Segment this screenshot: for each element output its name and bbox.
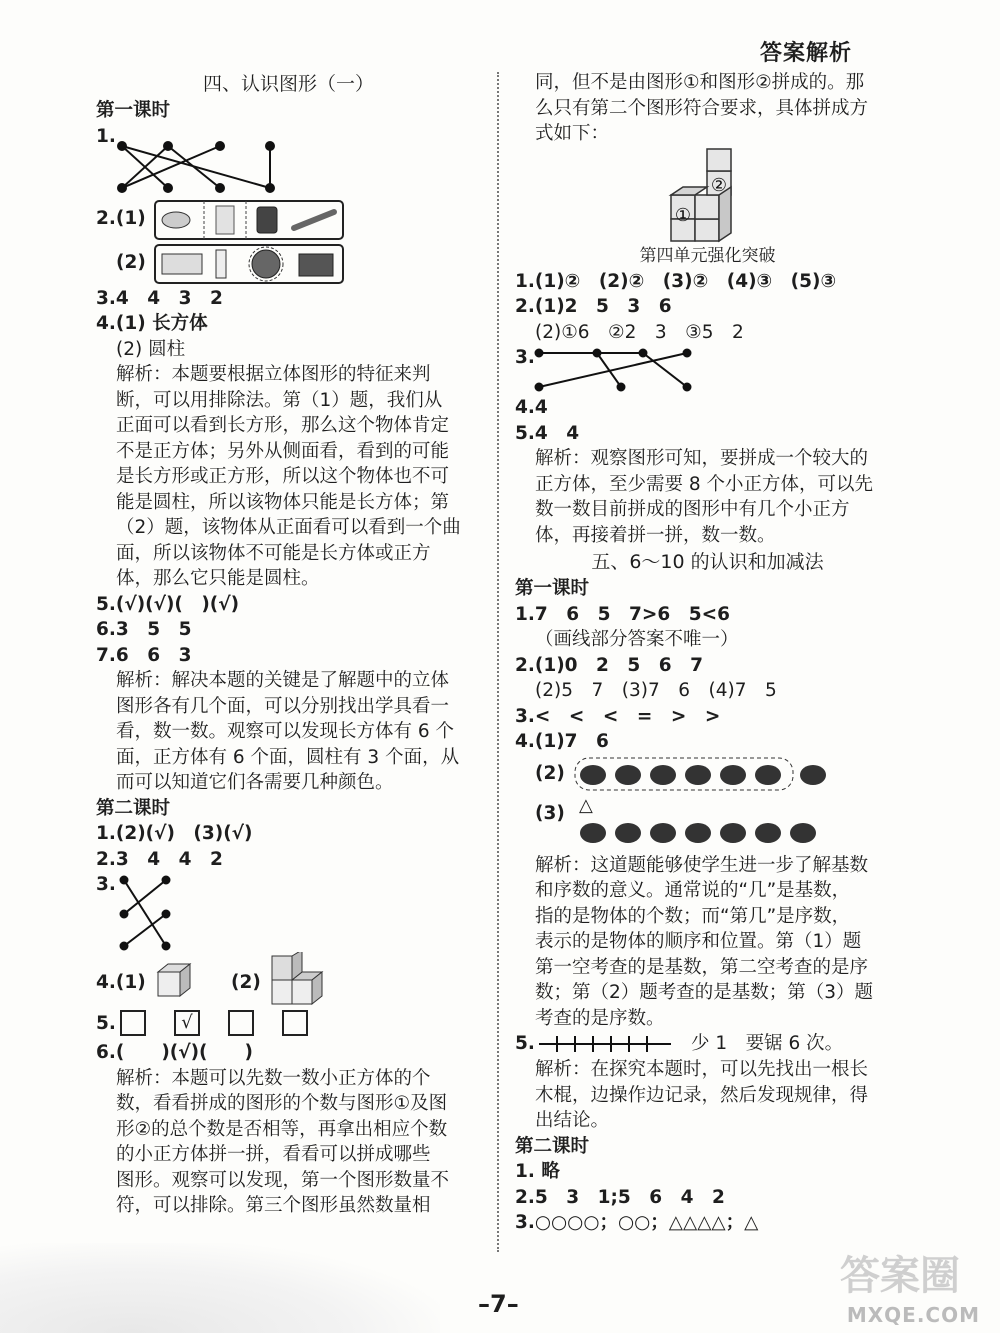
l2-q6-analysis — [96, 1066, 481, 1219]
lesson-2-heading: 第二课时 — [96, 797, 171, 819]
s5-q4-analysis — [515, 853, 900, 1032]
analysis-line: 考查的是序数。 — [535, 1007, 665, 1029]
q7-analysis — [96, 668, 481, 796]
dolphin-icon — [685, 823, 711, 843]
block-icon — [299, 254, 333, 276]
ball-icon — [252, 250, 280, 278]
u-q3-dot — [684, 384, 691, 391]
analysis-line: 木棍，边操作边记录，然后发现规律，得 — [535, 1084, 869, 1106]
s5-q5-analysis — [515, 1057, 900, 1134]
u-q3-dot — [640, 350, 647, 357]
q1-dot — [164, 142, 172, 150]
l2-q3-line — [124, 880, 166, 946]
q4-1-answer: 4.(1) 长方体 — [96, 313, 208, 334]
q2-1-figure — [96, 198, 481, 242]
q1-dot — [216, 142, 224, 150]
analysis-line: 解析：解决本题的关键是了解题中的立体 — [116, 670, 450, 691]
column-divider — [497, 72, 499, 1252]
q2-2-figure — [96, 242, 481, 286]
u-q4-answer: 4.4 — [515, 397, 548, 418]
dolphin-icon — [650, 765, 676, 785]
dolphin-icon — [615, 765, 641, 785]
s5-q2-1-answer: 2.(1)0 2 5 6 7 — [515, 654, 704, 676]
q1-lines-svg — [116, 124, 316, 198]
l2-q3-dot — [163, 943, 170, 950]
s5-q1-answer: 1.7 6 5 7>6 5<6 — [515, 603, 731, 625]
u-q5-answer: 5.4 4 — [515, 422, 580, 444]
dolphins-row-3 — [573, 813, 843, 853]
s5-q5-row — [515, 1031, 900, 1057]
analysis-line: 数，看看拼成的图形的个数与图形①及图 — [116, 1093, 448, 1114]
s5-q4-3-figure — [515, 795, 900, 853]
u-q3-dot — [536, 350, 543, 357]
analysis-line: 图形各有几个面，可以分别找出学具看一 — [116, 695, 450, 717]
s5-q5-label: 5. — [515, 1033, 535, 1054]
saw-marks-svg — [537, 1033, 677, 1055]
analysis-line: 的小正方体拼一拼，看看可以拼成哪些 — [116, 1144, 431, 1165]
analysis-line: 出结论。 — [535, 1110, 610, 1131]
s5-q1-note: （画线部分答案不唯一） — [535, 629, 739, 650]
cube-assembly-figure — [515, 147, 900, 243]
s5-l2-q2-answer: 2.5 3 1;5 6 4 2 — [515, 1186, 725, 1208]
dolphin-icon — [790, 823, 816, 843]
analysis-line: 数；第（2）题考查的是基数；第（3）题 — [535, 982, 874, 1003]
cube-icon — [154, 962, 194, 998]
l2-q3-dot — [121, 911, 128, 918]
glass-icon — [216, 206, 234, 234]
cube-assembly-svg — [665, 147, 755, 243]
analysis-line: 图形。观察可以发现，第一个图形数量不 — [116, 1169, 450, 1191]
l2-q5-label: 5. — [96, 1013, 116, 1034]
q1-line — [168, 146, 220, 188]
s5-lesson-1-heading: 第一课时 — [515, 578, 590, 599]
s5-q4-2-figure — [515, 755, 900, 795]
dolphins-row-2 — [573, 755, 843, 795]
analysis-line: 和序数的意义。通常说的“几”是基数， — [535, 880, 851, 901]
stacked-cubes-icon — [268, 952, 338, 1008]
u-q3-figure — [515, 345, 900, 395]
q1-dot — [118, 142, 126, 150]
s5-lesson-2-heading: 第二课时 — [515, 1135, 590, 1157]
q7-answer: 7.6 6 3 — [96, 644, 192, 666]
analysis-line: 正方体，至少需要 8 个小正方体，可以先 — [535, 473, 874, 495]
analysis-line: 而可以知道它们各需要几种颜色。 — [116, 772, 394, 793]
watermark-logo: 答案圈 — [840, 1253, 960, 1299]
dolphin-icon — [685, 765, 711, 785]
dolphin-icon — [615, 823, 641, 843]
l2-q3-label: 3. — [96, 874, 116, 895]
checkbox-checked: √ — [174, 1010, 200, 1036]
checkbox-empty — [120, 1010, 146, 1036]
u-q2-2-answer: (2)①6 ②2 3 ③5 2 — [535, 321, 744, 343]
analysis-line: 体，那么它只能是圆柱。 — [116, 568, 320, 589]
q1-line — [122, 146, 220, 188]
s5-q4-3-label: (3) — [535, 802, 565, 824]
s5-q4-1-answer: 4.(1)7 6 — [515, 731, 609, 752]
checkbox-empty — [282, 1010, 308, 1036]
q1-label: 1. — [96, 125, 116, 147]
continued-analysis — [515, 70, 900, 147]
l2-q3-lines-svg — [118, 874, 188, 954]
q2-2-shapes-svg — [154, 244, 344, 284]
section-title-5: 五、6～10 的认识和加减法 — [591, 551, 824, 573]
right-column — [515, 70, 900, 1236]
l2-q3-line — [124, 914, 166, 946]
dolphin-icon — [720, 823, 746, 843]
s5-l2-q3-answer: 3.○○○○；○○；△△△△；△ — [515, 1212, 759, 1233]
dolphin-icon — [755, 765, 781, 785]
l2-q3-figure — [96, 872, 481, 952]
l2-q3-dot — [121, 943, 128, 950]
u-q1-answer: 1.(1)② (2)② (3)② (4)③ (5)③ — [515, 270, 837, 292]
analysis-line: 么只有第二个图形符合要求，具体拼成方 — [535, 97, 869, 119]
q6-answer: 6.3 5 5 — [96, 619, 192, 640]
u-q3-dot — [594, 350, 601, 357]
q2-1-shapes-svg — [154, 200, 344, 240]
l2-q6-answer: 6.( )(√)( ) — [96, 1042, 253, 1063]
q1-matching-figure — [96, 124, 481, 198]
analysis-line: 面，所以该物体不可能是长方体或正方 — [116, 542, 431, 564]
dolphin-icon — [755, 823, 781, 843]
l2-q5-figure — [96, 1008, 481, 1040]
analysis-line: 不是正方体；另外从侧面看，看到的可能 — [116, 440, 450, 462]
dolphin-icon — [580, 823, 606, 843]
u-q5-analysis — [515, 446, 900, 548]
s5-q3-answer: 3.< < < = > > — [515, 705, 721, 727]
fig-label-1: ① — [674, 204, 692, 226]
lesson-1-heading: 第一课时 — [96, 100, 171, 121]
unit4-title: 第四单元强化突破 — [639, 245, 776, 266]
u-q2-1-answer: 2.(1)2 5 3 6 — [515, 296, 672, 317]
board-icon — [216, 250, 226, 278]
l2-q3-line — [124, 880, 166, 914]
u-q3-dot — [618, 384, 625, 391]
analysis-line: 解析：在探究本题时，可以先找出一根长 — [535, 1059, 869, 1080]
q4-analysis — [96, 362, 481, 592]
analysis-line: 能是圆柱，所以该物体只能是长方体；第 — [116, 491, 450, 513]
q1-dot — [266, 184, 274, 192]
decorative-corner — [0, 1243, 440, 1333]
analysis-line: 正面可以看到长方形，那么这个物体肯定 — [116, 415, 450, 436]
l2-q3-dot — [163, 877, 170, 884]
triangle-mark: △ — [579, 794, 593, 816]
analysis-line: 式如下： — [535, 123, 610, 144]
analysis-line: 解析：观察图形可知，要拼成一个较大的 — [535, 448, 869, 469]
q3-answer: 3.4 4 3 2 — [96, 287, 223, 309]
analysis-line: 体，再接着拼一拼，数一数。 — [535, 524, 776, 546]
s5-q5-text: 少 1 要锯 6 次。 — [691, 1033, 844, 1054]
l2-q2-answer: 2.3 4 4 2 — [96, 848, 223, 870]
q1-dot — [216, 184, 224, 192]
checkbox-empty — [228, 1010, 254, 1036]
analysis-line: 表示的是物体的顺序和位置。第（1）题 — [535, 931, 862, 952]
analysis-line: （2）题，该物体从正面看可以看到一个曲 — [116, 517, 461, 538]
toothpaste-box-icon — [162, 254, 202, 274]
header-title: 答案解析 — [760, 41, 853, 66]
analysis-line: 解析：这道题能够使学生进一步了解基数 — [535, 854, 869, 876]
analysis-line: 面，正方体有 6 个面，圆柱有 3 个面，从 — [116, 746, 460, 768]
can-icon — [257, 207, 277, 233]
q2-1-label: 2.(1) — [96, 207, 146, 229]
dolphin-icon — [650, 823, 676, 843]
analysis-line: 是长方形或正方形，所以这个物体也不可 — [116, 466, 450, 487]
dolphin-icon — [580, 765, 606, 785]
l2-q4-1-label: 4.(1) — [96, 972, 146, 993]
watermark-text: MXQE.COM — [846, 1303, 980, 1327]
analysis-line: 符，可以排除。第三个图形虽然数量相 — [116, 1195, 431, 1216]
u-q3-dot — [684, 350, 691, 357]
s5-q2-2-answer: (2)5 7 (3)7 6 (4)7 5 — [535, 680, 777, 701]
l2-q3-dot — [163, 911, 170, 918]
cylinder-lying-icon — [162, 212, 190, 228]
q4-2-answer: (2) 圆柱 — [116, 338, 186, 360]
l2-q1-answer: 1.(2)(√) (3)(√) — [96, 823, 253, 844]
u-q3-dot — [536, 384, 543, 391]
analysis-line: 数一数目前拼成的图形中有几个小正方 — [535, 499, 850, 520]
u-q3-label: 3. — [515, 347, 535, 368]
q2-2-label: (2) — [116, 251, 146, 273]
q1-dot — [164, 184, 172, 192]
q5-answer: 5.(√)(√)( )(√) — [96, 593, 240, 615]
analysis-line: 同，但不是由图形①和图形②拼成的。那 — [535, 72, 865, 93]
analysis-line: 解析：本题要根据立体图形的特征来判 — [116, 364, 431, 385]
analysis-line: 第一空考查的是基数，第二空考查的是序 — [535, 956, 869, 978]
s5-l2-q1-answer: 1. 略 — [515, 1161, 560, 1182]
u-q3-lines-svg — [533, 345, 703, 395]
l2-q4-2-label: (2) — [231, 972, 261, 993]
left-column — [96, 70, 481, 1219]
fig-label-2: ② — [710, 174, 728, 196]
s5-q4-2-label: (2) — [535, 762, 565, 784]
section-title-4: 四、认识图形（一） — [202, 73, 374, 95]
q1-dot — [118, 184, 126, 192]
analysis-line: 看，数一数。观察可以发现长方体有 6 个 — [116, 721, 455, 742]
analysis-line: 形②的总个数是否相等，再拿出相应个数 — [116, 1118, 448, 1140]
l2-q4-figure — [96, 952, 481, 1008]
dolphin-icon — [720, 765, 746, 785]
l2-q3-dot — [121, 877, 128, 884]
analysis-line: 指的是物体的个数；而“第几”是序数， — [535, 905, 851, 927]
page-number: –7– — [478, 1290, 519, 1318]
dolphin-icon — [800, 765, 826, 785]
analysis-line: 断，可以用排除法。第（1）题，我们从 — [116, 389, 443, 411]
stick-icon — [294, 212, 334, 228]
analysis-line: 解析：本题可以先数一数小正方体的个 — [116, 1067, 431, 1089]
q1-dot — [266, 142, 274, 150]
